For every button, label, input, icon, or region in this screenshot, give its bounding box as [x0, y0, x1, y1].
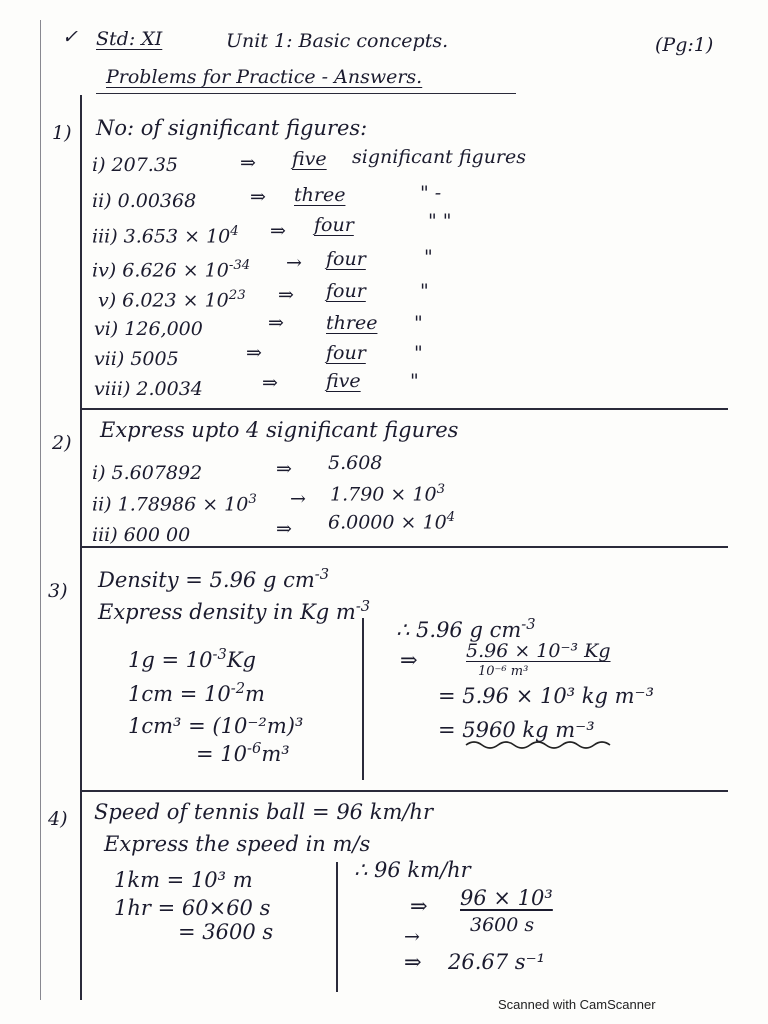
header-subtitle: Problems for Practice - Answers.	[106, 66, 423, 88]
q4-denominator: 3600 s	[470, 914, 535, 936]
q3-conversion: 1cm³ = (10⁻²m)³	[128, 714, 304, 738]
q1-answer: three	[326, 312, 378, 334]
q1-item: iii) $3.653 \times 10^4$	[92, 224, 239, 248]
q1-answer: four	[326, 280, 366, 302]
q3-column-divider	[362, 618, 364, 780]
header-underline	[96, 93, 516, 94]
divider	[80, 408, 728, 410]
q1-arrow: ⇒	[240, 152, 256, 174]
q3-step1-denominator: 10⁻⁶ m³	[478, 664, 529, 679]
q2-item: iii) 600 00	[92, 524, 191, 546]
q4-conversion: 1km = 10³ m	[114, 868, 253, 892]
divider	[80, 546, 728, 548]
q2-arrow: ⇒	[276, 458, 292, 480]
scanner-watermark: Scanned with CamScanner	[498, 997, 656, 1012]
q4-number: 4)	[48, 808, 68, 830]
page-left-edge	[40, 20, 41, 1000]
q3-title: Density = 5.96 g $cm^{-3}$	[98, 566, 330, 592]
header-tick: ✓	[62, 26, 78, 48]
q3-step1-numerator: 5.96 × 10⁻³ Kg	[466, 640, 611, 662]
q1-item: vi) 126,000	[94, 318, 203, 340]
q1-arrow: ⇒	[262, 372, 278, 394]
q1-arrow: ⇒	[250, 186, 266, 208]
q1-answer: four	[326, 248, 366, 270]
q3-subtitle: Express density in Kg $m^{-3}$	[98, 598, 371, 624]
q1-item: v) $6.023 \times 10^{23}$	[98, 288, 246, 312]
q1-arrow: →	[286, 252, 302, 274]
header-unit: Unit 1: Basic concepts.	[226, 30, 449, 52]
q4-column-divider	[336, 862, 338, 992]
q3-result: = 5960 kg m⁻³	[438, 718, 595, 742]
q1-item: iv) $6.626 \times 10^{-34}$	[92, 258, 251, 282]
q4-result-arrow: ⇒	[404, 950, 422, 974]
q1-tail: "	[424, 246, 433, 268]
q1-tail: "	[410, 370, 419, 392]
q1-item: ii) 0.00368	[92, 190, 197, 212]
q1-answer: five	[292, 148, 327, 170]
q1-arrow: ⇒	[278, 284, 294, 306]
q1-item: viii) 2.0034	[94, 378, 203, 400]
header-page: (Pg:1)	[655, 34, 714, 56]
q1-arrow: ⇒	[246, 342, 262, 364]
q4-subtitle: Express the speed in m/s	[104, 832, 371, 856]
q1-number: 1)	[52, 122, 72, 144]
q2-number: 2)	[52, 432, 72, 454]
q1-answer: four	[314, 214, 354, 236]
q2-item: i) 5.607892	[92, 462, 203, 484]
q4-therefore: ∴ 96 km/hr	[354, 858, 471, 882]
q1-answer: five	[326, 370, 361, 392]
q4-step-arrow: ⇒	[410, 894, 428, 918]
q1-answer: four	[326, 342, 366, 364]
q3-conversion: $1cm = 10^{-2}m$	[128, 680, 265, 706]
q4-small-arrow: →	[404, 926, 420, 948]
q1-tail: "	[414, 342, 423, 364]
q1-tail: " -	[420, 182, 442, 204]
header-std: Std: XI	[96, 28, 163, 50]
q2-answer: 5.608	[328, 452, 383, 474]
q1-arrow: ⇒	[268, 312, 284, 334]
q1-item: vii) 5005	[94, 348, 179, 370]
q2-arrow: ⇒	[276, 518, 292, 540]
result-underline-squiggle	[464, 738, 614, 752]
q3-number: 3)	[48, 580, 68, 602]
q2-item: ii) $1.78986 \times 10^3$	[92, 492, 257, 516]
q2-title: Express upto 4 significant figures	[100, 418, 459, 442]
q4-conversion: 1hr = 60×60 s	[114, 896, 271, 920]
q4-result: 26.67 s⁻¹	[448, 950, 546, 974]
q4-conversion: = 3600 s	[178, 920, 274, 944]
q3-step-arrow: ⇒	[400, 648, 418, 672]
q1-tail: " "	[428, 210, 452, 232]
q1-tail: "	[420, 280, 429, 302]
q1-tail: significant figures	[352, 146, 527, 168]
q3-therefore: ∴ 5.96 g $cm^{-3}$	[396, 616, 536, 642]
q1-item: i) 207.35	[92, 154, 179, 176]
q1-title: No: of significant figures:	[96, 116, 368, 140]
q2-answer: $1.790 \times 10^3$	[330, 482, 446, 506]
q4-numerator: 96 × 10³	[460, 886, 553, 910]
q1-tail: "	[414, 312, 423, 334]
q4-title: Speed of tennis ball = 96 km/hr	[94, 800, 433, 824]
q3-step2: = 5.96 × 10³ kg m⁻³	[438, 684, 655, 708]
divider	[80, 790, 728, 792]
q1-arrow: ⇒	[270, 220, 286, 242]
q1-answer: three	[294, 184, 346, 206]
q3-conversion: = $10^{-6}m^3$	[196, 740, 290, 766]
q2-answer: $6.0000 \times 10^4$	[328, 510, 456, 534]
q2-arrow: →	[290, 488, 306, 510]
q3-conversion: $1g = 10^{-3}Kg$	[128, 646, 256, 672]
